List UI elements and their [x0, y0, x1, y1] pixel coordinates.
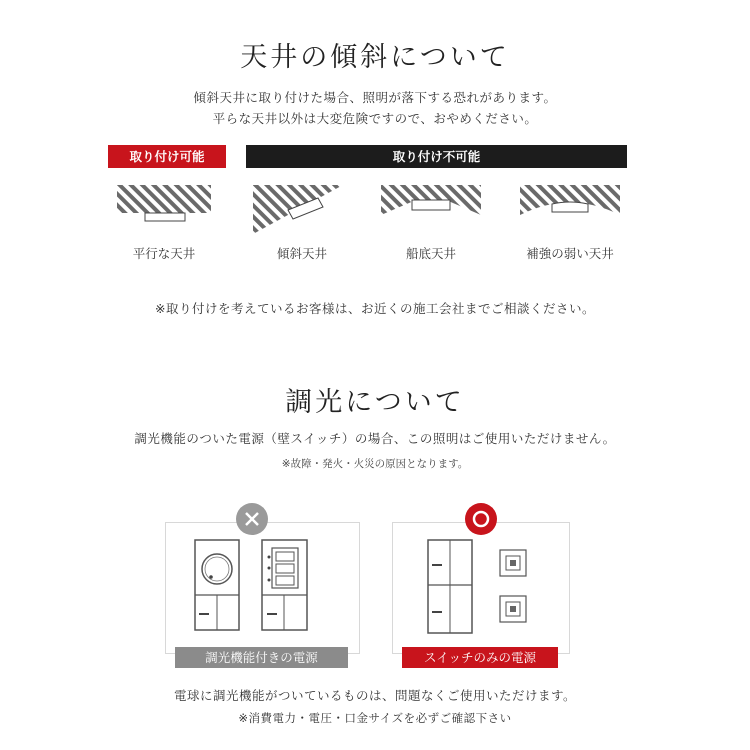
dimmer-switch-icon — [190, 537, 320, 637]
weak-ceiling-icon — [520, 185, 620, 215]
ok-badge — [465, 503, 497, 535]
dimmer-bottom-line: 電球に調光機能がついているものは、問題なくご使用いただけます。 — [173, 688, 576, 703]
plain-switch-icon — [420, 537, 550, 637]
not-installable-tag: 取り付け不可能 — [246, 145, 627, 168]
ceiling-label-boat: 船底天井 — [405, 246, 456, 261]
ng-badge — [236, 503, 268, 535]
dimmer-bottom-note: ※消費電力・電圧・口金サイズを必ずご確認下さい — [238, 711, 512, 725]
ceiling-diagrams — [0, 170, 750, 250]
dimmer-sub-note: ※故障・発火・火災の原因となります。 — [281, 458, 469, 470]
circle-ok-icon — [465, 503, 497, 535]
switch-only-power-label: スイッチのみの電源 — [402, 647, 558, 668]
slope-desc-line1: 傾斜天井に取り付けた場合、照明が落下する恐れがあります。 — [193, 90, 557, 105]
dimmer-title: 調光について — [285, 387, 465, 418]
slope-note: ※取り付けを考えているお客様は、お近くの施工会社までご相談ください。 — [155, 301, 595, 316]
slope-title: 天井の傾斜について — [240, 42, 510, 73]
installable-tag: 取り付け可能 — [108, 145, 226, 168]
ceiling-label-weak: 補強の弱い天井 — [526, 246, 614, 261]
slope-desc-line2: 平らな天井以外は大変危険ですので、おやめください。 — [212, 111, 538, 126]
dimmer-desc: 調光機能のついた電源（壁スイッチ）の場合、この照明はご使用いただけません。 — [134, 431, 616, 446]
sloped-ceiling-icon — [253, 185, 343, 234]
ceiling-label-sloped: 傾斜天井 — [276, 246, 327, 261]
ceiling-label-flat: 平行な天井 — [132, 246, 196, 261]
dimmer-power-label: 調光機能付きの電源 — [175, 647, 348, 668]
flat-ceiling-icon — [117, 185, 211, 221]
boat-bottom-ceiling-icon — [381, 185, 481, 215]
cross-icon — [236, 503, 268, 535]
